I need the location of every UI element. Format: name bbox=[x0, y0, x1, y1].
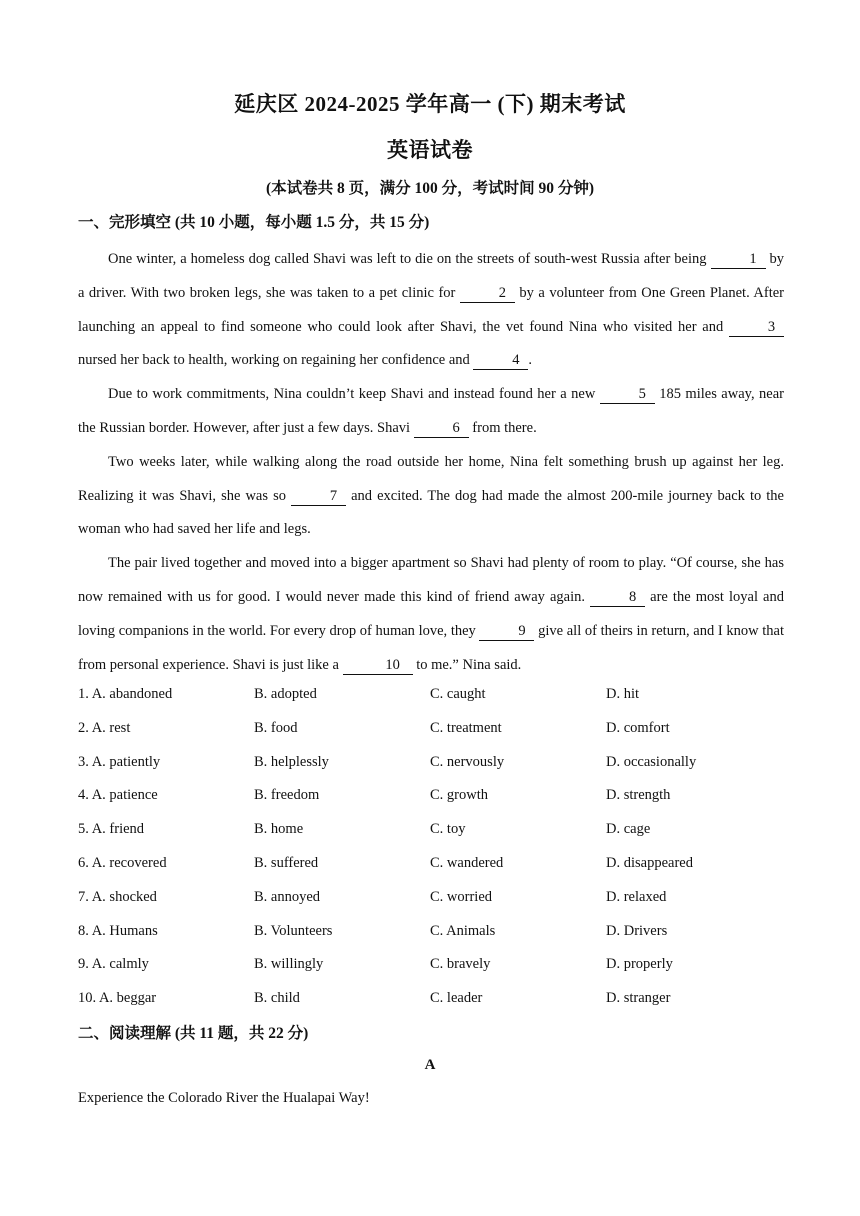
option-a: 10. A. beggar bbox=[78, 990, 157, 1007]
option-row bbox=[78, 818, 784, 852]
option-d: D. stranger bbox=[606, 990, 671, 1007]
option-c: C. nervously bbox=[430, 753, 505, 770]
option-row bbox=[78, 953, 784, 987]
option-c: C. bravely bbox=[430, 956, 491, 973]
option-a: 4. A. patience bbox=[78, 787, 158, 804]
option-b: B. Volunteers bbox=[254, 922, 333, 939]
option-b: B. annoyed bbox=[254, 888, 321, 905]
blank-7: 7 bbox=[291, 487, 346, 506]
part-label: A bbox=[424, 1057, 436, 1073]
blank-10: 10 bbox=[343, 656, 413, 675]
cloze-passage bbox=[78, 243, 784, 682]
blank-4: 4 bbox=[473, 351, 528, 370]
option-b: B. helplessly bbox=[254, 753, 329, 770]
option-d: D. comfort bbox=[606, 719, 670, 736]
option-c: C. wandered bbox=[430, 854, 504, 871]
option-d: D. Drivers bbox=[606, 922, 668, 939]
option-b: B. willingly bbox=[254, 956, 324, 973]
option-d: D. relaxed bbox=[606, 888, 667, 905]
option-row bbox=[78, 717, 784, 751]
option-b: B. suffered bbox=[254, 854, 319, 871]
option-a: 2. A. rest bbox=[78, 719, 131, 736]
blank-5: 5 bbox=[600, 385, 655, 404]
option-a: 7. A. shocked bbox=[78, 888, 157, 905]
option-row bbox=[78, 852, 784, 886]
blank-8: 8 bbox=[590, 588, 645, 607]
option-d: D. strength bbox=[606, 787, 671, 804]
option-d: D. cage bbox=[606, 821, 651, 838]
option-b: B. freedom bbox=[254, 787, 320, 804]
option-b: B. child bbox=[254, 990, 300, 1007]
option-c: C. leader bbox=[430, 990, 483, 1007]
option-a: 5. A. friend bbox=[78, 821, 145, 838]
reading-intro: Experience the Colorado River the Hualapai Way! bbox=[78, 1090, 370, 1106]
exam-title: 延庆区 2024-2025 学年高一 (下) 期末考试 bbox=[234, 92, 626, 116]
option-a: 3. A. patiently bbox=[78, 753, 161, 770]
option-a: 8. A. Humans bbox=[78, 922, 158, 939]
blank-2: 2 bbox=[460, 284, 515, 303]
option-row bbox=[78, 886, 784, 920]
option-d: D. hit bbox=[606, 686, 640, 702]
option-c: C. toy bbox=[430, 821, 466, 838]
passage-paragraph: Due to work commitments, Nina couldn’t keep Shavi and instead found her a new 5 185 miles away, near the Russian border. However, after just a few days. Shavi 6 from there. bbox=[78, 386, 784, 436]
option-d: D. disappeared bbox=[606, 854, 693, 871]
option-b: B. adopted bbox=[254, 686, 317, 702]
option-row bbox=[78, 987, 784, 1021]
option-c: C. worried bbox=[430, 888, 493, 905]
blank-3: 3 bbox=[729, 318, 784, 337]
blank-6: 6 bbox=[414, 419, 469, 438]
option-a: 9. A. calmly bbox=[78, 956, 149, 973]
option-a: 6. A. recovered bbox=[78, 854, 167, 871]
option-d: D. occasionally bbox=[606, 753, 697, 770]
passage-paragraph: Two weeks later, while walking along the road outside her home, Nina felt something brush up against her leg. Realizing it was Shavi, she was so 7 and excited. The dog had made the almost 200-mile journey back to the woman who had saved her life and legs. bbox=[78, 453, 784, 538]
option-c: C. treatment bbox=[430, 719, 502, 736]
option-row bbox=[78, 683, 784, 717]
option-row bbox=[78, 784, 784, 818]
option-row bbox=[78, 920, 784, 954]
blank-1: 1 bbox=[711, 250, 766, 269]
section-heading-reading: 二、阅读理解 (共 11 题，共 22 分) bbox=[78, 1025, 309, 1042]
option-c: C. caught bbox=[430, 686, 486, 702]
passage-paragraph: One winter, a homeless dog called Shavi was left to die on the streets of south-west Russia after being 1 by a driver. With two broken legs, she was taken to a pet clinic for 2 by a volunteer from One Green Planet. After launching an appeal to find someone who could look after Shavi, the vet found Nina who visited her and 3 nursed her back to health, working on regaining her confidence and 4 . bbox=[78, 251, 784, 369]
passage-paragraph: The pair lived together and moved into a bigger apartment so Shavi had plenty of room to play. “Of course, she has now remained with us for good. I would never made this kind of friend away again. 8 are the most loyal and loving companions in the world. For every drop of human love, they 9 give all of theirs in return, and I know that from personal experience. Shavi is just like a 10 to me.” Nina said. bbox=[78, 555, 784, 673]
option-d: D. properly bbox=[606, 956, 673, 973]
exam-note: (本试卷共 8 页，满分 100 分，考试时间 90 分钟) bbox=[265, 180, 595, 197]
exam-subtitle: 英语试卷 bbox=[387, 138, 473, 162]
options-list bbox=[78, 683, 784, 1021]
section-heading-cloze: 一、完形填空 (共 10 小题，每小题 1.5 分，共 15 分) bbox=[78, 214, 430, 231]
option-a: 1. A. abandoned bbox=[78, 686, 173, 702]
option-c: C. Animals bbox=[430, 922, 496, 939]
option-b: B. home bbox=[254, 821, 304, 838]
option-row bbox=[78, 751, 784, 785]
option-c: C. growth bbox=[430, 787, 488, 804]
blank-9: 9 bbox=[479, 622, 534, 641]
option-b: B. food bbox=[254, 719, 298, 736]
